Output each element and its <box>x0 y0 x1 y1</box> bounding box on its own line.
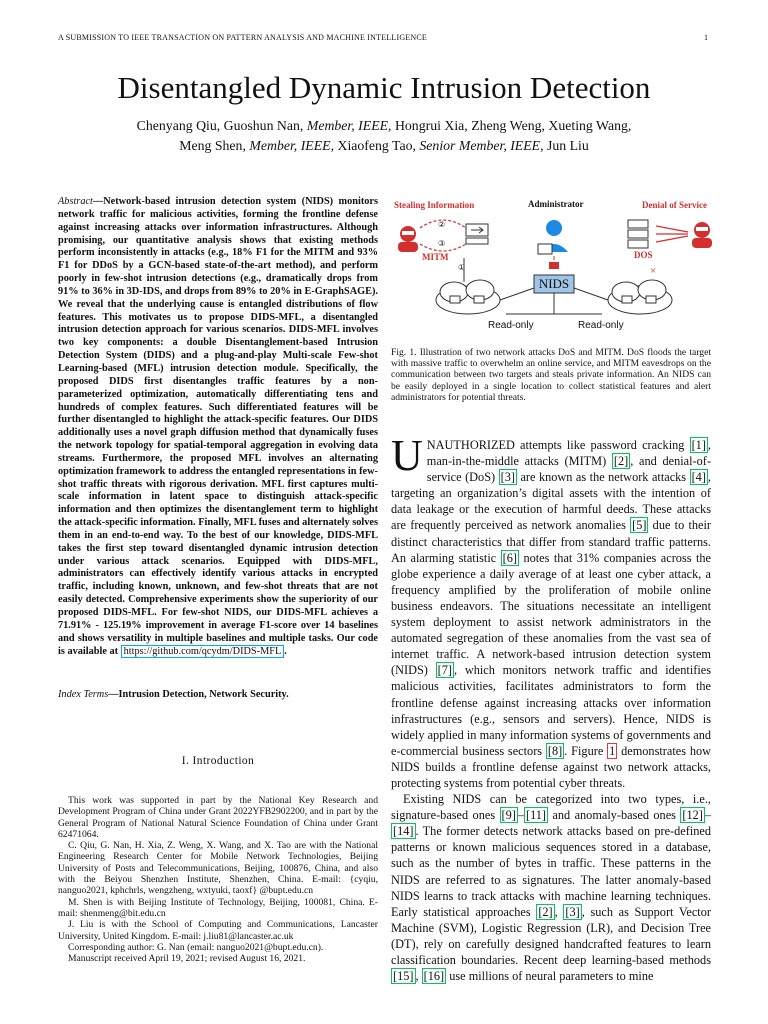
citation-link[interactable]: [14] <box>393 824 414 839</box>
figure-caption: Fig. 1. Illustration of two network attacks DoS and MITM. DoS floods the target with massive traffic to overwhelm an online service, and MITM eavesdrops on the communication between two targets and steals private information. An NIDS can be easily deployed in a single location to collect statistical features and alert administrators for potential threats. <box>391 347 711 403</box>
blocked-icon: × <box>650 265 657 277</box>
label-mitm: MITM <box>422 252 449 262</box>
text: , which monitors network traffic and identifies malicious activities, facilitates administrators to form the frontline defense against increasing attacks over information infrastructures (e.g., sensors and servers). Hence, NIDS is widely applied in many information systems of governments and e-commercial business sectors <box>391 663 711 758</box>
footnote: M. Shen is with Beijing Institute of Technology, Beijing, 100081, China. E-mail: shenmeng@bit.edu.cn <box>58 896 378 919</box>
citation-link[interactable]: [5] <box>632 518 647 533</box>
text: , <box>415 969 422 984</box>
attacker-icon-right <box>692 222 712 248</box>
attacker-icon-left <box>398 226 418 252</box>
author-affil-title: Member, IEEE, <box>306 118 392 133</box>
footnote: J. Liu is with the School of Computing and Communications, Lancaster University, United Kingdom. E-mail: j.liu81@lancaster.ac.uk <box>58 919 378 942</box>
citation-link[interactable]: [7] <box>437 663 452 678</box>
text: are known as the network attacks <box>516 470 690 485</box>
section-heading: I. Introduction <box>181 755 255 767</box>
text: NAUTHORIZED attempts like password cracking <box>426 438 690 452</box>
figure-link[interactable]: 1 <box>609 743 616 758</box>
footnotes <box>58 795 378 964</box>
text: demonstrates how NIDS builds a frontline defense against two network attacks, protecting systems from potential cyber threats. <box>391 743 712 790</box>
link-left-nids <box>500 288 534 300</box>
citation-link[interactable]: [8] <box>547 743 563 758</box>
code-link[interactable]: https://github.com/qcydm/DIDS-MFL <box>121 645 285 658</box>
citation-link[interactable]: [6] <box>502 550 518 565</box>
introduction-body <box>391 431 712 984</box>
dropcap: U <box>391 431 423 480</box>
paper-title: Disentangled Dynamic Intrusion Detection <box>117 70 651 105</box>
label-nids: NIDS <box>538 276 570 291</box>
footnote: Corresponding author: G. Nan (email: nanguo2021@bupt.edu.cn). <box>68 941 324 953</box>
cloud-right-icon <box>608 280 672 314</box>
text: due to their distinct characteristics that differ from standard traffic patterns. An alarming statistic <box>391 518 711 565</box>
citation-link[interactable]: [11] <box>526 808 547 823</box>
text: and anomaly-based ones <box>548 808 681 823</box>
readonly-lines <box>506 293 602 314</box>
text: – <box>704 808 711 823</box>
abstract <box>58 196 378 658</box>
citation-link[interactable]: [2] <box>613 454 629 469</box>
text: – <box>517 808 524 823</box>
step-3-label: ③ <box>438 239 446 248</box>
label-readonly-left: Read-only <box>488 320 534 331</box>
step-2-label: ② <box>438 220 446 229</box>
abstract-end: . <box>284 645 287 657</box>
server-icon <box>628 220 648 248</box>
citation-link[interactable]: [9] <box>501 808 516 823</box>
index-terms-lead: Index Terms <box>58 689 109 700</box>
text: , man-in-the-middle attacks (MITM) <box>426 438 711 469</box>
text: . The former detects network attacks based on pre-defined patterns or known malicious sequences stored in a database, such as the number of bytes in traffic. These patterns in the NIDS are referred to as signatures. The latter anomaly-based NIDS learns to track attacks with machine learning techniques. Early statistical approaches <box>391 824 711 919</box>
administrator-icon <box>538 220 568 254</box>
text: . Figure <box>564 743 608 758</box>
citation-link[interactable]: [2] <box>538 904 553 919</box>
citation-link[interactable]: [12] <box>682 808 703 823</box>
citation-link[interactable]: [3] <box>565 904 580 919</box>
paragraph <box>391 431 712 791</box>
authors-text: Xiaofeng Tao, <box>334 138 420 153</box>
text: , targeting an organization’s digital assets with the intention of data leakage or the execution of harmful deeds. These attacks are frequently perceived as network anomalies <box>391 470 711 533</box>
running-title: A SUBMISSION TO IEEE TRANSACTION ON PATTERN ANALYSIS AND MACHINE INTELLIGENCE <box>58 33 427 42</box>
text: , such as Support Vector Machine (SVM), Logistic Regression (LR), and Decision Tree (DT), rely on carefully designed handcrafted features to learn classification boundaries. Recent deep learning-based methods <box>391 904 711 967</box>
label-dos: DOS <box>634 250 653 260</box>
footnote: This work was supported in part by the National Key Research and Development Program of China under Grant 2022YFB2902200, and in part by the General Program of National Natural Science Foundation of China under Grant 62471064. <box>58 795 378 840</box>
page-number: 1 <box>704 33 709 42</box>
router-icon <box>466 224 488 244</box>
paragraph <box>391 791 711 984</box>
citation-link[interactable]: [4] <box>691 470 706 485</box>
text: notes that 31% companies across the globe experience a daily average of at least one cyber attack, a frequency amplified by the proliferation of mobile online business endeavors. The situations necessitate an intelligent system deployment to assist network administrators in the automated segregation of these anomalies from the vast sea of internet traffic. A network-based intrusion detection system (NIDS) <box>391 550 711 678</box>
citation-link[interactable]: [16] <box>423 969 445 984</box>
authors-text: Jun Liu <box>543 138 589 153</box>
label-denial-of-service: Denial of Service <box>642 200 707 210</box>
footnote: C. Qiu, G. Nan, H. Xia, Z. Weng, X. Wang, and X. Tao are with the National Engineering Research Center for Mobile Network Technologies, Beijing University of Posts and Telecommunications, Beijing, 100876, China, and also with the Beiyou Shenzhen Institute, Shenzhen, China. E-mail: {cyqiu, nanguo2021, kphchrls, wengzheng, wxtyuki, taoxf} @bupt.edu.cn <box>58 840 378 897</box>
citation-link[interactable]: [1] <box>691 438 706 452</box>
text: , <box>554 904 564 919</box>
author-list <box>60 116 708 156</box>
authors-text: Meng Shen, <box>179 138 250 153</box>
link-nids-right <box>574 288 608 300</box>
author-affil-title: Senior Member, IEEE, <box>419 138 544 153</box>
index-terms <box>58 689 378 700</box>
label-readonly-right: Read-only <box>578 320 624 331</box>
abstract-text: —Network-based intrusion detection system (NIDS) monitors network traffic for malicious activities, forming the frontline defense against increasing attacks over information infrastructures. Although promising, our quantitative analysis shows that existing methods perform inconsistently in attacks (e.g., 18% F1 for the MITM and 93% F1 for DDoS by a GCN-based state-of-the-art method), and perform poorly in few-shot intrusion detections (e.g., dramatically drops from 91% to 36% in 3D-IDS, and drops from 89% to 20% in E-GraphSAGE). We reveal that the underlying cause is entangled distributions of flow features. This motivates us to propose DIDS-MFL, a disentangled intrusion detection approach for various scenarios. DIDS-MFL involves two key components: a double Disentanglement-based Intrusion Detection System (DIDS) and a plug-and-play Multi-scale Few-shot Learning-based (MFL) intrusion detection module. Specifically, the proposed DIDS first disentangles traffic features by a non-parameterized optimization, automatically differentiating tens and hundreds of complex features. Such differentiated features will be further disentangled to highlight the attack-specific features. Our DIDS additionally uses a novel graph diffusion method that dynamically fuses the network topology for spatial-temporal aggregation in evolving data streams. Furthermore, the proposed MFL involves an alternating optimization framework to address the entangled representations in few-shot traffic threats with rigorous derivation. MFL first captures multi-scale information in latent space to distinguish attack-specific information and then optimizes the disentanglement term to highlight the attack-specific information. Finally, MFL fuses and alternately solves them in an end-to-end way. To the best of our knowledge, DIDS-MFL takes the first step toward disentangled dynamic intrusion detection under various attack scenarios. Equipped with DIDS-MFL, administrators can effectively identify various attacks in encrypted traffic, including known, unknown, and few-shot threats that are not easily detected. Comprehensive experiments show the superiority of our proposed DIDS-MFL. For few-shot NIDS, our DIDS-MFL achieves a 71.91% - 125.19% improvement in average F1-score over 14 baselines and shows versatility in multiple baselines and multiple tasks. Our code is available at <box>58 196 379 657</box>
abstract-lead: Abstract <box>58 196 93 207</box>
authors-text: Chenyang Qiu, Guoshun Nan, <box>136 118 307 133</box>
author-affil-title: Member, IEEE, <box>249 138 335 153</box>
text: Existing NIDS can be categorized into two types, i.e., signature-based ones <box>391 792 711 823</box>
dos-flood-arrows <box>656 226 688 242</box>
label-stealing-information: Stealing Information <box>394 200 475 210</box>
footnote: Manuscript received April 19, 2021; revised August 16, 2021. <box>68 953 306 965</box>
figure-1-diagram <box>388 196 718 336</box>
text: , and denial-of-service (DoS) <box>426 454 711 485</box>
alarm-icon <box>549 256 559 269</box>
citation-link[interactable]: [15] <box>393 969 414 984</box>
label-administrator: Administrator <box>528 199 584 209</box>
authors-text: Hongrui Xia, Zheng Weng, Xueting Wang, <box>391 118 632 133</box>
step-1-label: ① <box>458 263 466 272</box>
cloud-left-icon <box>436 280 500 314</box>
citation-link[interactable]: [3] <box>500 470 515 485</box>
index-terms-text: —Intrusion Detection, Network Security. <box>108 689 289 700</box>
text: use millions of neural parameters to mine <box>446 969 654 984</box>
